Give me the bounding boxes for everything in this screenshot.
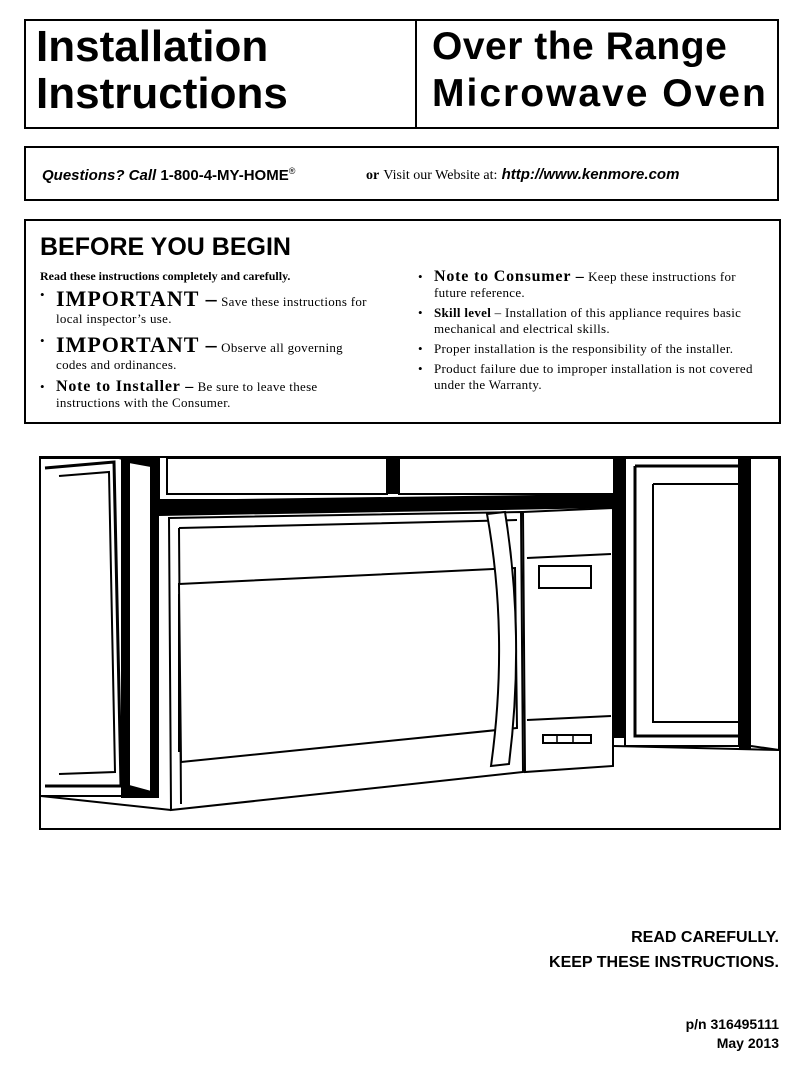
item-lead: IMPORTANT – [56, 332, 218, 357]
phone-number[interactable]: 1-800-4-MY-HOME [160, 167, 289, 184]
item-lead: Skill level [434, 305, 492, 320]
item-text: Product failure due to improper installation is not covered under the Warranty. [434, 361, 753, 392]
product-line-1: Over the Range [432, 25, 728, 68]
or-word: or [366, 168, 380, 183]
list-item [418, 269, 768, 301]
website-link[interactable]: http://www.kenmore.com [501, 166, 680, 183]
publication-date: May 2013 [716, 1035, 779, 1051]
bullet-icon: • [418, 341, 423, 356]
list-item [418, 341, 768, 357]
microwave-drawing-icon [39, 456, 781, 830]
title-box [24, 19, 779, 129]
website-prefix: Visit our Website at: [383, 168, 498, 183]
title-line-2: Instructions [36, 69, 288, 118]
list-item [40, 333, 370, 373]
part-number: p/n 316495111 [685, 1016, 779, 1032]
microwave-illustration [39, 456, 781, 830]
list-item [418, 305, 768, 337]
website-line [366, 166, 679, 184]
title-divider [415, 21, 417, 127]
call-prefix: Questions? Call [42, 167, 157, 184]
item-text: – Installation of this appliance requires basic mechanical and electrical skills. [434, 305, 742, 336]
item-text: Be sure to leave these instructions with the Consumer. [56, 379, 318, 410]
document-title [36, 23, 288, 117]
registered-mark: ® [288, 166, 296, 176]
bullet-icon: • [40, 287, 45, 302]
list-item [40, 379, 370, 411]
item-lead: IMPORTANT – [56, 286, 218, 311]
read-carefully-notice: READ CAREFULLY. [631, 929, 779, 946]
item-lead: Note to Installer – [56, 378, 194, 395]
bullet-icon: • [40, 333, 45, 348]
list-item [40, 287, 370, 327]
item-text: Keep these instructions for future reference. [434, 269, 736, 300]
product-line-2: Microwave Oven [432, 72, 768, 115]
phone-line [42, 166, 295, 184]
item-text: Proper installation is the responsibility of the installer. [434, 341, 734, 356]
contact-box [24, 146, 779, 201]
section-intro: Read these instructions completely and carefully. [40, 269, 291, 283]
item-lead: Note to Consumer – [434, 268, 585, 285]
bullet-icon: • [418, 305, 423, 320]
bullet-icon: • [418, 269, 423, 284]
item-text: Observe all governing codes and ordinances. [56, 340, 343, 372]
keep-instructions-notice: KEEP THESE INSTRUCTIONS. [549, 954, 779, 971]
bullet-icon: • [418, 361, 423, 376]
left-column [40, 287, 370, 417]
title-line-1: Installation [36, 22, 269, 71]
bullet-icon: • [40, 379, 45, 394]
list-item [418, 361, 768, 393]
product-title [432, 23, 768, 117]
right-column [418, 269, 768, 397]
before-you-begin-box [24, 219, 781, 424]
section-heading: BEFORE YOU BEGIN [40, 233, 291, 261]
item-text: Save these instructions for local inspector’s use. [56, 294, 367, 326]
